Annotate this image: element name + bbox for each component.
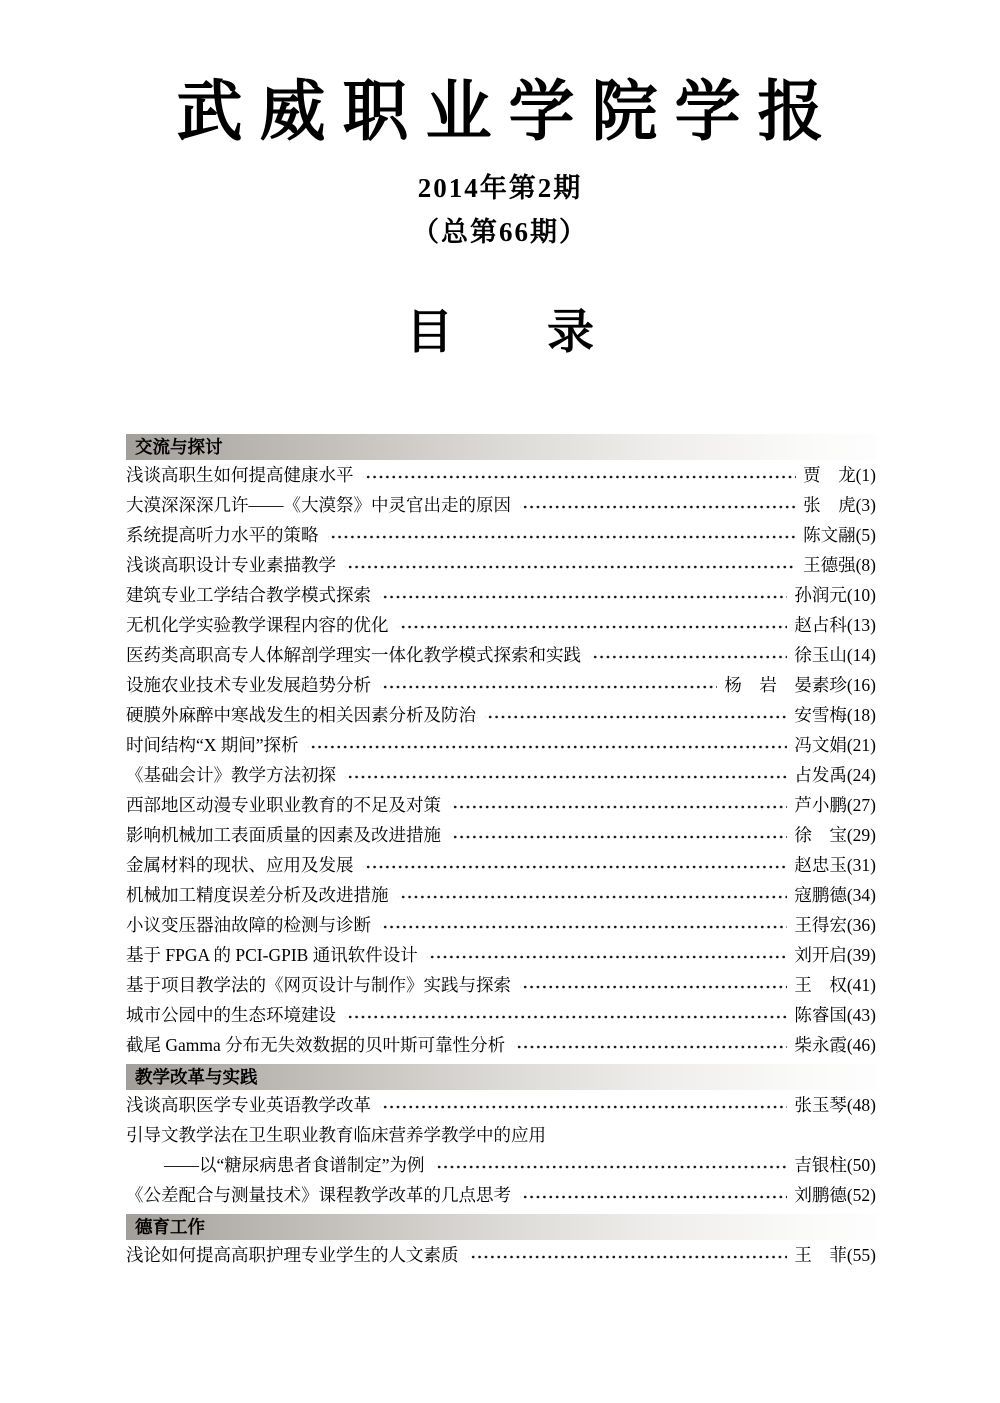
toc-entry bbox=[126, 940, 876, 970]
toc-entry bbox=[126, 910, 876, 940]
dot-leader bbox=[345, 550, 796, 580]
dot-leader bbox=[328, 520, 797, 550]
article-page: (18) bbox=[846, 704, 876, 725]
toc-entry bbox=[126, 1150, 876, 1180]
dot-leader bbox=[380, 910, 787, 940]
article-title: 引导文教学法在卫生职业教育临床营养学教学中的应用 bbox=[126, 1124, 546, 1145]
article-authors: 王德强 bbox=[803, 554, 856, 575]
contents-title: 目 录 bbox=[406, 306, 594, 359]
article-page: (24) bbox=[846, 764, 876, 785]
article-page: (46) bbox=[846, 1034, 876, 1055]
dot-leader bbox=[398, 610, 788, 640]
section-header bbox=[126, 1064, 876, 1090]
article-page: (55) bbox=[846, 1244, 876, 1265]
toc-entry bbox=[126, 520, 876, 550]
article-page: (1) bbox=[855, 464, 876, 485]
toc-entry bbox=[126, 490, 876, 520]
toc-entry bbox=[126, 760, 876, 790]
toc-entry bbox=[126, 970, 876, 1000]
dot-leader bbox=[434, 1150, 788, 1180]
toc-entry bbox=[126, 790, 876, 820]
dot-leader bbox=[345, 1000, 787, 1030]
article-authors: 安雪梅 bbox=[794, 704, 847, 725]
section-header bbox=[126, 434, 876, 460]
toc-entry bbox=[126, 670, 876, 700]
article-title: 《基础会计》教学方法初探 bbox=[126, 764, 336, 785]
article-authors: 占发禹 bbox=[794, 764, 847, 785]
article-page: (52) bbox=[846, 1184, 876, 1205]
section-title: 德育工作 bbox=[135, 1217, 205, 1238]
article-page: (34) bbox=[846, 884, 876, 905]
dot-leader bbox=[450, 790, 787, 820]
article-title: 《公差配合与测量技术》课程教学改革的几点思考 bbox=[126, 1184, 511, 1205]
article-authors: 刘鹏德 bbox=[794, 1184, 847, 1205]
toc-entry bbox=[126, 850, 876, 880]
article-title: 机械加工精度误差分析及改进措施 bbox=[126, 884, 389, 905]
article-authors: 赵忠玉 bbox=[794, 854, 847, 875]
toc-entry bbox=[126, 820, 876, 850]
article-authors: 张玉琴 bbox=[794, 1094, 847, 1115]
article-authors: 吉银柱 bbox=[794, 1154, 847, 1175]
dot-leader bbox=[398, 880, 788, 910]
article-page: (50) bbox=[846, 1154, 876, 1175]
article-title: 时间结构“X 期间”探析 bbox=[126, 734, 299, 755]
dot-leader bbox=[514, 1030, 787, 1060]
article-title: 影响机械加工表面质量的因素及改进措施 bbox=[126, 824, 441, 845]
toc-entry bbox=[126, 730, 876, 760]
toc-entry bbox=[126, 700, 876, 730]
article-title: 浅谈高职医学专业英语教学改革 bbox=[126, 1094, 371, 1115]
article-title: 硬膜外麻醉中寒战发生的相关因素分析及防治 bbox=[126, 704, 476, 725]
toc-entry bbox=[126, 1030, 876, 1060]
article-authors: 徐玉山 bbox=[794, 644, 847, 665]
article-title: 系统提高听力水平的策略 bbox=[126, 524, 319, 545]
toc-entry bbox=[126, 1180, 876, 1210]
article-authors: 王 权 bbox=[794, 974, 847, 995]
article-page: (48) bbox=[846, 1094, 876, 1115]
article-authors: 冯文娟 bbox=[794, 734, 847, 755]
article-page: (13) bbox=[846, 614, 876, 635]
dot-leader bbox=[380, 670, 717, 700]
toc bbox=[126, 434, 876, 1270]
dot-leader bbox=[380, 580, 787, 610]
article-authors: 贾 龙 bbox=[803, 464, 856, 485]
toc-entry bbox=[126, 640, 876, 670]
article-page: (36) bbox=[846, 914, 876, 935]
volume-line: （总第66期） bbox=[412, 216, 588, 247]
dot-leader bbox=[345, 760, 787, 790]
toc-entry bbox=[126, 550, 876, 580]
article-title: 大漠深深深几许——《大漠祭》中灵官出走的原因 bbox=[126, 494, 511, 515]
dot-leader bbox=[468, 1240, 788, 1270]
article-page: (27) bbox=[846, 794, 876, 815]
article-authors: 王 菲 bbox=[794, 1244, 847, 1265]
article-title: 金属材料的现状、应用及发展 bbox=[126, 854, 354, 875]
article-authors: 陈睿国 bbox=[794, 1004, 847, 1025]
article-authors: 杨 岩 晏素珍 bbox=[724, 674, 847, 695]
section-header bbox=[126, 1214, 876, 1240]
dot-leader bbox=[427, 940, 788, 970]
article-authors: 张 虎 bbox=[803, 494, 856, 515]
article-authors: 寇鹏德 bbox=[794, 884, 847, 905]
article-title: 浅谈高职设计专业素描教学 bbox=[126, 554, 336, 575]
dot-leader bbox=[520, 1180, 787, 1210]
dot-leader bbox=[590, 640, 787, 670]
article-page: (16) bbox=[846, 674, 876, 695]
article-page: (5) bbox=[855, 524, 876, 545]
article-title: 城市公园中的生态环境建设 bbox=[126, 1004, 336, 1025]
toc-entry bbox=[126, 1090, 876, 1120]
article-title: 医药类高职高专人体解剖学理实一体化教学模式探索和实践 bbox=[126, 644, 581, 665]
toc-entry bbox=[126, 1120, 876, 1150]
article-page: (3) bbox=[855, 494, 876, 515]
dot-leader bbox=[363, 460, 797, 490]
article-title: 截尾 Gamma 分布无失效数据的贝叶斯可靠性分析 bbox=[126, 1034, 506, 1055]
article-title: ——以“糖尿病患者食谱制定”为例 bbox=[164, 1154, 425, 1175]
article-page: (43) bbox=[846, 1004, 876, 1025]
dot-leader bbox=[308, 730, 788, 760]
article-authors: 王得宏 bbox=[794, 914, 847, 935]
article-authors: 徐 宝 bbox=[794, 824, 847, 845]
article-authors: 刘开启 bbox=[794, 944, 847, 965]
article-authors: 孙润元 bbox=[794, 584, 847, 605]
article-authors: 陈文翮 bbox=[803, 524, 856, 545]
toc-entry bbox=[126, 460, 876, 490]
article-page: (10) bbox=[846, 584, 876, 605]
article-page: (8) bbox=[855, 554, 876, 575]
article-title: 设施农业技术专业发展趋势分析 bbox=[126, 674, 371, 695]
dot-leader bbox=[363, 850, 788, 880]
section-title: 教学改革与实践 bbox=[135, 1067, 258, 1088]
article-page: (39) bbox=[846, 944, 876, 965]
journal-title: 武威职业学院学报 bbox=[176, 76, 841, 149]
article-authors: 柴永霞 bbox=[794, 1034, 847, 1055]
article-page: (29) bbox=[846, 824, 876, 845]
article-title: 浅论如何提高高职护理专业学生的人文素质 bbox=[126, 1244, 459, 1265]
article-title: 小议变压器油故障的检测与诊断 bbox=[126, 914, 371, 935]
toc-entry bbox=[126, 580, 876, 610]
toc-entry bbox=[126, 1000, 876, 1030]
toc-entry bbox=[126, 880, 876, 910]
dot-leader bbox=[520, 490, 796, 520]
dot-leader bbox=[520, 970, 787, 1000]
article-title: 基于 FPGA 的 PCI-GPIB 通讯软件设计 bbox=[126, 944, 418, 965]
dot-leader bbox=[450, 820, 787, 850]
article-title: 无机化学实验教学课程内容的优化 bbox=[126, 614, 389, 635]
article-authors: 芦小鹏 bbox=[794, 794, 847, 815]
article-page: (41) bbox=[846, 974, 876, 995]
issue-line: 2014年第2期 bbox=[417, 172, 583, 203]
toc-entry bbox=[126, 1240, 876, 1270]
article-title: 基于项目教学法的《网页设计与制作》实践与探索 bbox=[126, 974, 511, 995]
masthead bbox=[0, 0, 1000, 362]
section-title: 交流与探讨 bbox=[135, 437, 223, 458]
article-page: (14) bbox=[846, 644, 876, 665]
article-title: 西部地区动漫专业职业教育的不足及对策 bbox=[126, 794, 441, 815]
dot-leader bbox=[380, 1090, 787, 1120]
dot-leader bbox=[485, 700, 787, 730]
article-title: 浅谈高职生如何提高健康水平 bbox=[126, 464, 354, 485]
article-page: (31) bbox=[846, 854, 876, 875]
article-authors: 赵占科 bbox=[794, 614, 847, 635]
article-title: 建筑专业工学结合教学模式探索 bbox=[126, 584, 371, 605]
article-page: (21) bbox=[846, 734, 876, 755]
toc-entry bbox=[126, 610, 876, 640]
